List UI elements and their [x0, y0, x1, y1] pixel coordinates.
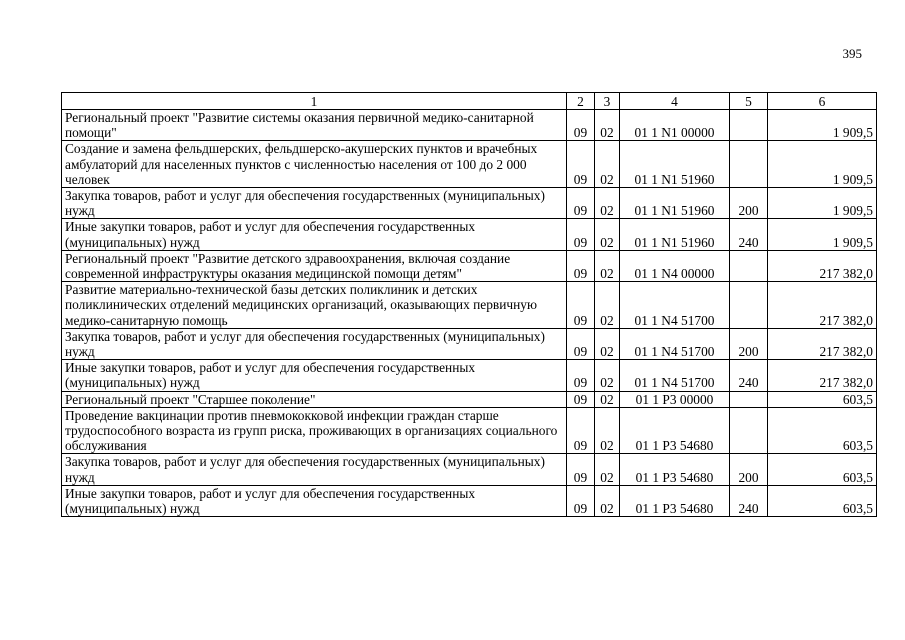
target-article-cell: 01 1 P3 54680	[620, 407, 730, 454]
section-code-cell: 09	[567, 360, 595, 391]
amount-cell: 1 909,5	[768, 141, 877, 188]
expense-type-cell	[730, 141, 768, 188]
subsection-code-cell: 02	[595, 250, 620, 281]
subsection-code-cell: 02	[595, 360, 620, 391]
section-code-cell: 09	[567, 328, 595, 359]
table-row	[62, 454, 877, 485]
subsection-code-cell: 02	[595, 188, 620, 219]
amount-cell: 217 382,0	[768, 360, 877, 391]
section-code-cell: 09	[567, 282, 595, 329]
item-name-cell: Развитие материально-технической базы детских поликлиник и детских поликлинических отделений медицинских организаций, оказывающих первичную медико-санитарную помощь	[62, 282, 567, 329]
subsection-code-cell: 02	[595, 328, 620, 359]
item-name-cell: Региональный проект "Развитие системы оказания первичной медико-санитарной помощи"	[62, 110, 567, 141]
target-article-cell: 01 1 N1 00000	[620, 110, 730, 141]
item-name-cell: Иные закупки товаров, работ и услуг для обеспечения государственных (муниципальных) нужд	[62, 360, 567, 391]
expense-type-cell: 200	[730, 454, 768, 485]
amount-cell: 217 382,0	[768, 282, 877, 329]
column-header: 5	[730, 93, 768, 110]
item-name-cell: Закупка товаров, работ и услуг для обеспечения государственных (муниципальных) нужд	[62, 328, 567, 359]
column-header: 2	[567, 93, 595, 110]
target-article-cell: 01 1 N4 51700	[620, 328, 730, 359]
amount-cell: 1 909,5	[768, 110, 877, 141]
table-row	[62, 282, 877, 329]
table-row	[62, 485, 877, 516]
section-code-cell: 09	[567, 407, 595, 454]
expense-type-cell	[730, 250, 768, 281]
item-name-cell: Иные закупки товаров, работ и услуг для обеспечения государственных (муниципальных) нужд	[62, 219, 567, 250]
target-article-cell: 01 1 P3 00000	[620, 391, 730, 407]
amount-cell: 603,5	[768, 485, 877, 516]
subsection-code-cell: 02	[595, 391, 620, 407]
target-article-cell: 01 1 N4 00000	[620, 250, 730, 281]
subsection-code-cell: 02	[595, 282, 620, 329]
column-header: 4	[620, 93, 730, 110]
section-code-cell: 09	[567, 250, 595, 281]
item-name-cell: Закупка товаров, работ и услуг для обеспечения государственных (муниципальных) нужд	[62, 454, 567, 485]
expense-type-cell: 240	[730, 485, 768, 516]
amount-cell: 1 909,5	[768, 219, 877, 250]
subsection-code-cell: 02	[595, 219, 620, 250]
table-row	[62, 391, 877, 407]
amount-cell: 603,5	[768, 391, 877, 407]
subsection-code-cell: 02	[595, 110, 620, 141]
subsection-code-cell: 02	[595, 407, 620, 454]
table-header-row	[62, 93, 877, 110]
target-article-cell: 01 1 N4 51700	[620, 360, 730, 391]
amount-cell: 603,5	[768, 407, 877, 454]
expense-type-cell	[730, 282, 768, 329]
target-article-cell: 01 1 N1 51960	[620, 188, 730, 219]
expense-type-cell: 240	[730, 219, 768, 250]
target-article-cell: 01 1 N1 51960	[620, 219, 730, 250]
table-row	[62, 188, 877, 219]
section-code-cell: 09	[567, 485, 595, 516]
page-number: 395	[842, 46, 862, 61]
target-article-cell: 01 1 N4 51700	[620, 282, 730, 329]
expense-type-cell: 200	[730, 328, 768, 359]
target-article-cell: 01 1 N1 51960	[620, 141, 730, 188]
section-code-cell: 09	[567, 454, 595, 485]
item-name-cell: Создание и замена фельдшерских, фельдшерско-акушерских пунктов и врачебных амбулаторий для населенных пунктов с численностью населения от 100 до 2 000 человек	[62, 141, 567, 188]
section-code-cell: 09	[567, 391, 595, 407]
table-row	[62, 219, 877, 250]
amount-cell: 603,5	[768, 454, 877, 485]
table-row	[62, 141, 877, 188]
amount-cell: 217 382,0	[768, 328, 877, 359]
budget-table	[61, 92, 877, 517]
amount-cell: 1 909,5	[768, 188, 877, 219]
expense-type-cell	[730, 110, 768, 141]
section-code-cell: 09	[567, 141, 595, 188]
column-header: 6	[768, 93, 877, 110]
target-article-cell: 01 1 P3 54680	[620, 454, 730, 485]
column-header: 1	[62, 93, 567, 110]
section-code-cell: 09	[567, 219, 595, 250]
table-row	[62, 407, 877, 454]
table-body	[62, 110, 877, 517]
table-row	[62, 110, 877, 141]
item-name-cell: Региональный проект "Старшее поколение"	[62, 391, 567, 407]
item-name-cell: Иные закупки товаров, работ и услуг для обеспечения государственных (муниципальных) нужд	[62, 485, 567, 516]
item-name-cell: Проведение вакцинации против пневмококковой инфекции граждан старше трудоспособного возраста из групп риска, проживающих в организациях социального обслуживания	[62, 407, 567, 454]
item-name-cell: Закупка товаров, работ и услуг для обеспечения государственных (муниципальных) нужд	[62, 188, 567, 219]
expense-type-cell	[730, 407, 768, 454]
target-article-cell: 01 1 P3 54680	[620, 485, 730, 516]
column-header: 3	[595, 93, 620, 110]
table-row	[62, 328, 877, 359]
expense-type-cell	[730, 391, 768, 407]
item-name-cell: Региональный проект "Развитие детского здравоохранения, включая создание современной инфраструктуры оказания медицинской помощи детям"	[62, 250, 567, 281]
subsection-code-cell: 02	[595, 454, 620, 485]
expense-type-cell: 240	[730, 360, 768, 391]
section-code-cell: 09	[567, 110, 595, 141]
subsection-code-cell: 02	[595, 141, 620, 188]
subsection-code-cell: 02	[595, 485, 620, 516]
section-code-cell: 09	[567, 188, 595, 219]
table-row	[62, 250, 877, 281]
amount-cell: 217 382,0	[768, 250, 877, 281]
table-row	[62, 360, 877, 391]
expense-type-cell: 200	[730, 188, 768, 219]
